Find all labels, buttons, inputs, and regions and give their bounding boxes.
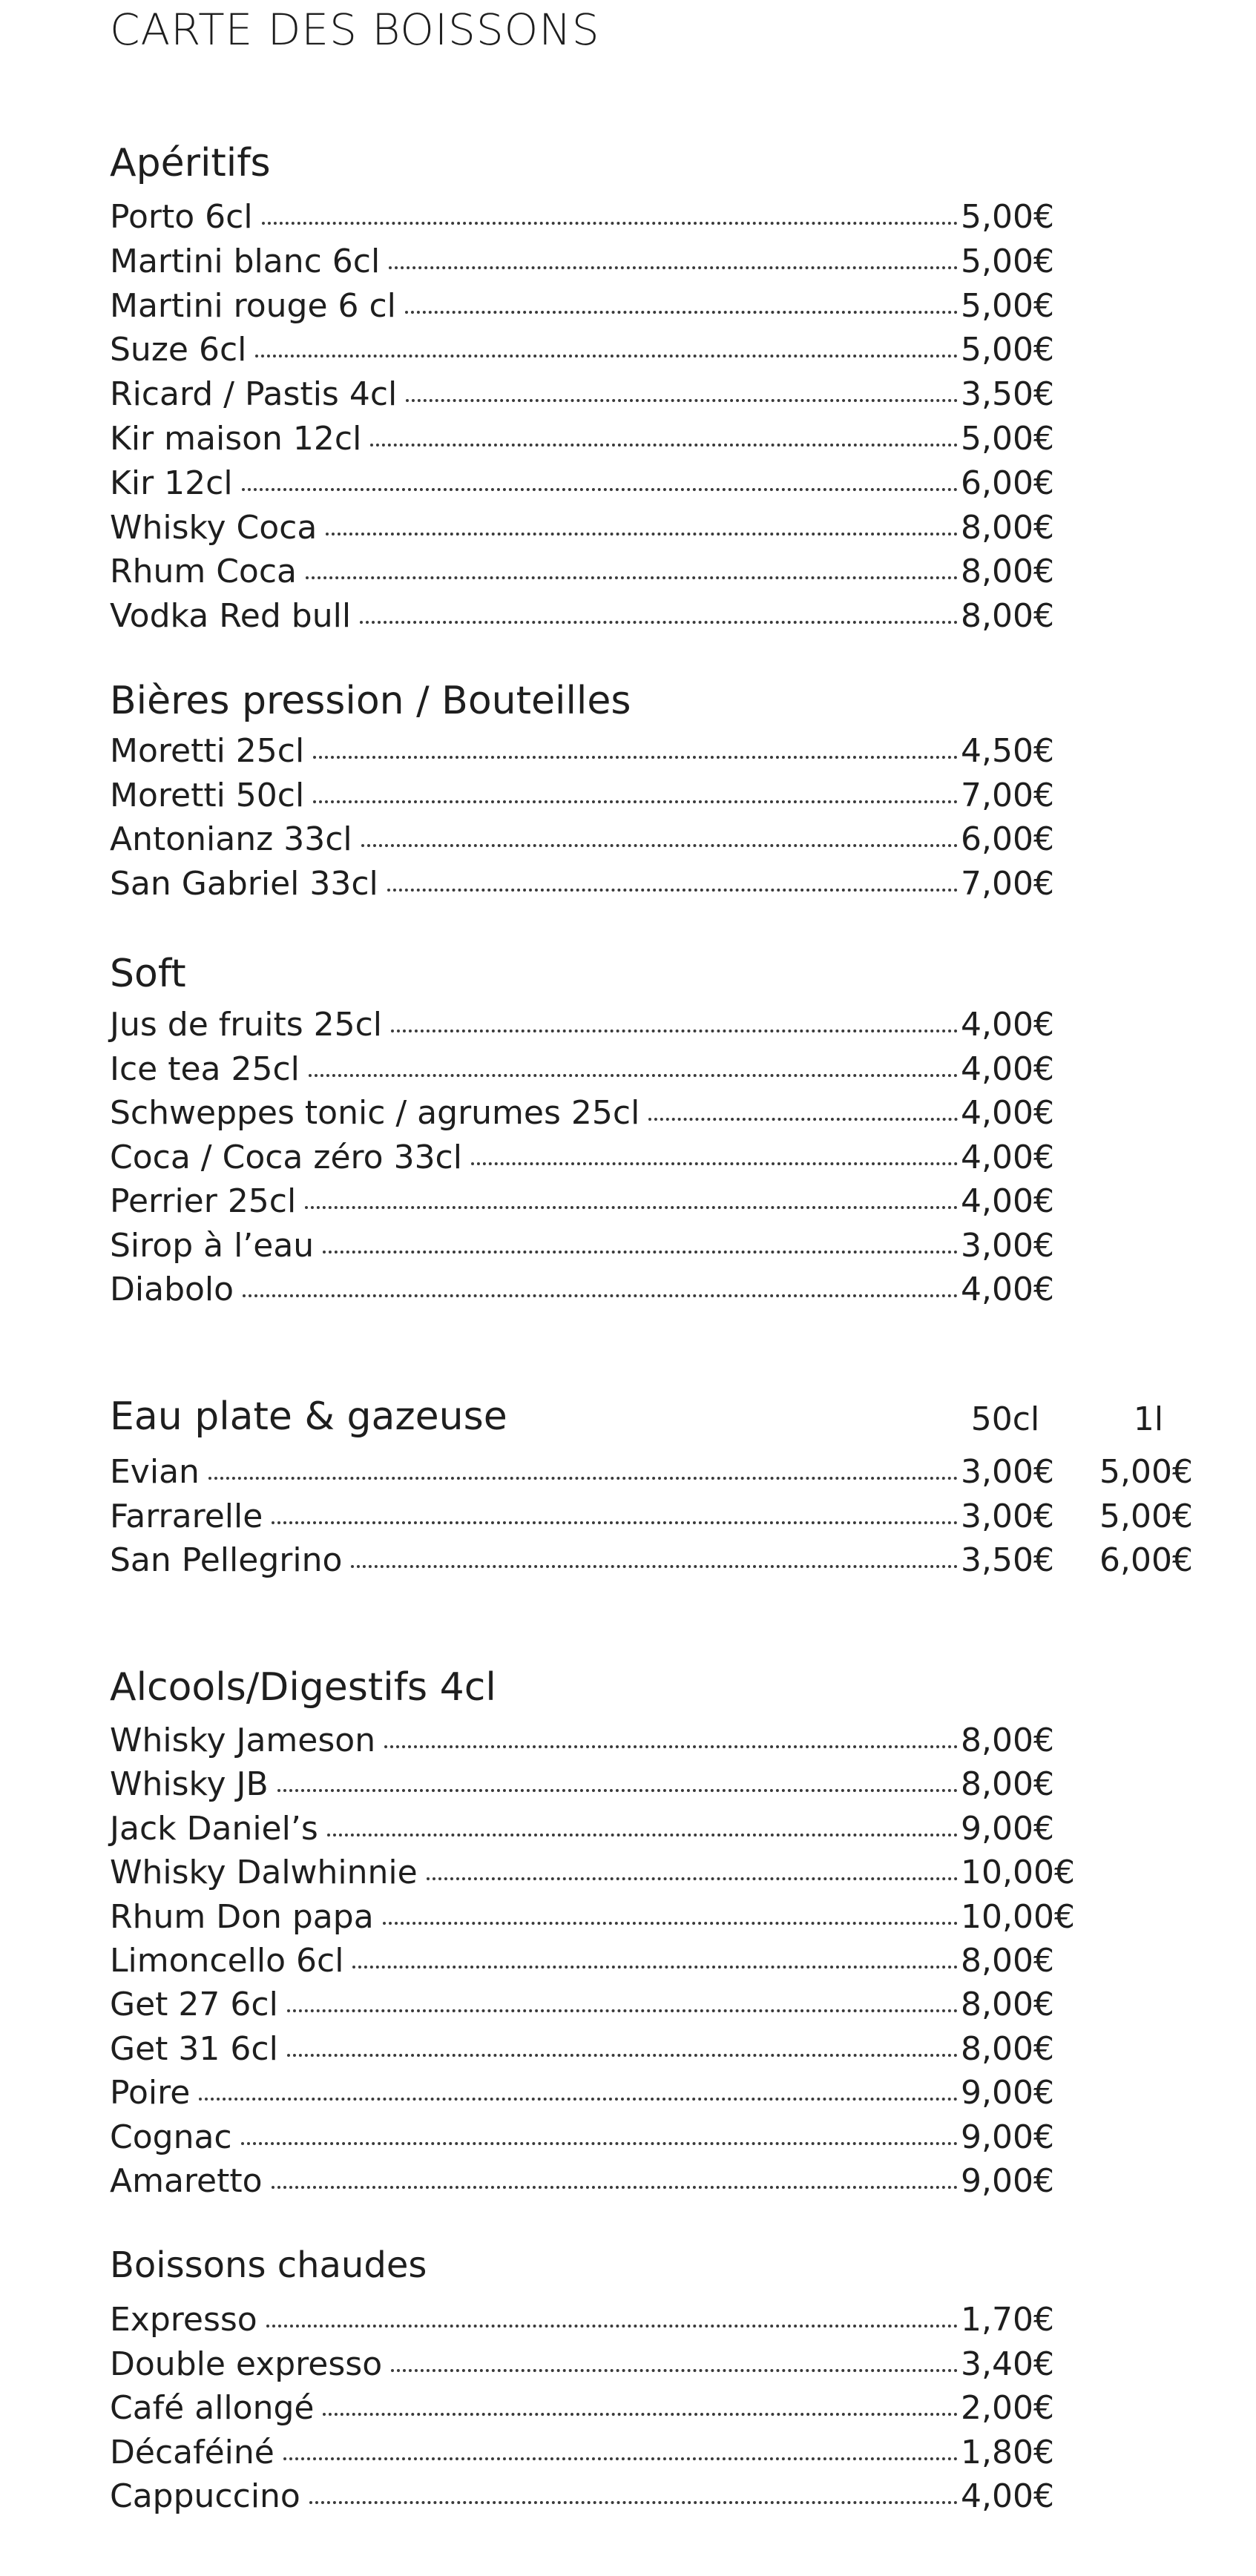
item-name: Moretti 25cl xyxy=(110,732,305,770)
item-name: Poire xyxy=(110,2074,191,2112)
item-name: Evian xyxy=(110,1453,200,1491)
column-header-2: 1l xyxy=(1133,1400,1164,1438)
dotted-leader xyxy=(352,1966,958,1969)
menu-item-row xyxy=(110,1762,958,1807)
item-name: Rhum Don papa xyxy=(110,1897,374,1936)
item-price: 8,00€ xyxy=(961,508,1054,547)
item-price-1l: 5,00€ xyxy=(1099,1497,1193,1535)
item-name: Double expresso xyxy=(110,2345,383,2383)
item-price: 4,00€ xyxy=(961,2477,1054,2516)
item-name: Vodka Red bull xyxy=(110,597,352,636)
item-price: 9,00€ xyxy=(961,2162,1054,2200)
dotted-leader xyxy=(406,399,958,402)
dotted-leader xyxy=(241,2142,958,2145)
dotted-leader xyxy=(427,1877,958,1880)
item-price: 5,00€ xyxy=(961,331,1054,369)
dotted-leader xyxy=(242,488,958,491)
item-name: Suze 6cl xyxy=(110,331,247,369)
item-name: Diabolo xyxy=(110,1271,234,1308)
dotted-leader xyxy=(384,1745,958,1748)
item-price: 1,70€ xyxy=(961,2301,1054,2339)
menu-item-row xyxy=(110,1450,958,1495)
item-name: Get 31 6cl xyxy=(110,2029,278,2068)
item-name: Farrarelle xyxy=(110,1497,263,1535)
item-price: 4,00€ xyxy=(961,1138,1054,1176)
menu-item-row xyxy=(110,2159,958,2204)
item-name: San Pellegrino xyxy=(110,1541,343,1579)
item-name: Porto 6cl xyxy=(110,198,253,236)
dotted-leader xyxy=(272,1521,958,1524)
menu-item-row xyxy=(110,1983,958,2027)
dotted-leader xyxy=(243,1294,958,1297)
item-name: Café allongé xyxy=(110,2389,315,2428)
item-price: 8,00€ xyxy=(961,1942,1054,1980)
item-price: 4,50€ xyxy=(961,732,1054,770)
item-price: 8,00€ xyxy=(961,1765,1054,1804)
menu-item-row xyxy=(110,195,958,240)
item-name: Ricard / Pastis 4cl xyxy=(110,375,398,414)
menu-item-row xyxy=(110,328,958,372)
menu-item-row xyxy=(110,774,958,818)
menu-item-row xyxy=(110,506,958,550)
section-heading-soft: Soft xyxy=(110,952,186,996)
menu-item-row xyxy=(110,862,958,906)
item-name: Cappuccino xyxy=(110,2477,300,2516)
item-price-1l: 6,00€ xyxy=(1099,1541,1193,1579)
item-name: Amaretto xyxy=(110,2162,263,2200)
dotted-leader xyxy=(323,2413,958,2416)
dotted-leader xyxy=(387,889,958,892)
item-price: 4,00€ xyxy=(961,1182,1054,1220)
column-header-1: 50cl xyxy=(970,1400,1040,1438)
item-price: 8,00€ xyxy=(961,1722,1054,1759)
dotted-leader xyxy=(370,444,958,447)
item-price: 5,00€ xyxy=(961,420,1054,458)
item-price: 4,00€ xyxy=(961,1006,1054,1044)
item-price: 9,00€ xyxy=(961,2118,1054,2156)
item-name: Martini rouge 6 cl xyxy=(110,286,396,325)
item-name: Ice tea 25cl xyxy=(110,1050,300,1088)
item-price: 3,00€ xyxy=(961,1226,1054,1265)
dotted-leader xyxy=(360,621,958,624)
item-name: Expresso xyxy=(110,2301,257,2339)
item-name: Rhum Coca xyxy=(110,553,297,591)
menu-item-row xyxy=(110,1807,958,1851)
dotted-leader xyxy=(326,533,958,536)
dotted-leader xyxy=(391,1030,958,1032)
item-name: Whisky JB xyxy=(110,1765,269,1804)
dotted-leader xyxy=(389,266,958,269)
item-price: 3,50€ xyxy=(961,1541,1054,1579)
menu-title: CARTE DES BOISSONS xyxy=(110,4,600,55)
dotted-leader xyxy=(208,1477,958,1480)
menu-item-row xyxy=(110,2298,958,2342)
dotted-leader xyxy=(361,844,958,847)
item-price: 3,40€ xyxy=(961,2345,1054,2383)
menu-item-row xyxy=(110,372,958,417)
item-name: Kir 12cl xyxy=(110,464,233,502)
menu-item-row xyxy=(110,1003,958,1047)
menu-item-row xyxy=(110,240,958,284)
dotted-leader xyxy=(199,2098,958,2101)
dotted-leader xyxy=(351,1565,958,1568)
dotted-leader xyxy=(391,2369,958,2372)
item-name: Whisky Coca xyxy=(110,508,318,547)
item-price: 4,00€ xyxy=(961,1271,1054,1308)
menu-item-row xyxy=(110,1538,958,1583)
menu-item-row xyxy=(110,1091,958,1136)
dotted-leader xyxy=(272,2186,958,2189)
menu-item-row xyxy=(110,417,958,461)
dotted-leader xyxy=(287,2054,958,2057)
item-name: Perrier 25cl xyxy=(110,1182,297,1220)
menu-item-row xyxy=(110,817,958,862)
item-name: Sirop à l’eau xyxy=(110,1226,315,1265)
item-price: 7,00€ xyxy=(961,776,1054,814)
dotted-leader xyxy=(305,1206,958,1209)
item-name: Jack Daniel’s xyxy=(110,1809,318,1848)
menu-item-row xyxy=(110,1939,958,1983)
dotted-leader xyxy=(471,1162,958,1165)
menu-item-row xyxy=(110,461,958,506)
item-name: Martini blanc 6cl xyxy=(110,242,381,280)
dotted-leader xyxy=(383,1922,958,1925)
item-price: 10,00€ xyxy=(961,1897,1075,1936)
menu-item-row xyxy=(110,284,958,329)
item-price: 8,00€ xyxy=(961,597,1054,636)
item-name: Antonianz 33cl xyxy=(110,820,352,859)
section-heading-chaudes: Boissons chaudes xyxy=(110,2244,427,2286)
dotted-leader xyxy=(287,2009,958,2012)
item-price: 8,00€ xyxy=(961,1986,1054,2024)
menu-item-row xyxy=(110,1268,958,1312)
section-heading-aperitifs: Apéritifs xyxy=(110,141,271,185)
item-name: Cognac xyxy=(110,2118,232,2156)
dotted-leader xyxy=(648,1118,958,1121)
menu-item-row xyxy=(110,2386,958,2431)
menu-item-row xyxy=(110,2071,958,2115)
dotted-leader xyxy=(309,1074,958,1077)
section-heading-alcools: Alcools/Digestifs 4cl xyxy=(110,1665,496,1710)
menu-item-row xyxy=(110,1851,958,1895)
item-name: Whisky Jameson xyxy=(110,1722,376,1759)
menu-item-row xyxy=(110,2342,958,2387)
menu-item-row xyxy=(110,1495,958,1539)
item-price: 1,80€ xyxy=(961,2433,1054,2471)
menu-item-row xyxy=(110,1895,958,1940)
section-heading-bieres: Bières pression / Bouteilles xyxy=(110,679,631,723)
item-price: 9,00€ xyxy=(961,1809,1054,1848)
item-name: San Gabriel 33cl xyxy=(110,864,378,903)
dotted-leader xyxy=(262,222,958,225)
menu-item-row xyxy=(110,1719,958,1763)
menu-item-row xyxy=(110,2474,958,2519)
dotted-leader xyxy=(313,800,958,803)
item-name: Jus de fruits 25cl xyxy=(110,1006,383,1044)
menu-item-row xyxy=(110,594,958,639)
item-name: Moretti 50cl xyxy=(110,776,305,814)
item-price: 3,50€ xyxy=(961,375,1054,414)
item-price-1l: 5,00€ xyxy=(1099,1453,1193,1491)
menu-item-row xyxy=(110,1136,958,1180)
item-price: 8,00€ xyxy=(961,553,1054,591)
dotted-leader xyxy=(266,2325,958,2328)
dotted-leader xyxy=(405,311,958,314)
section-heading-eau: Eau plate & gazeuse xyxy=(110,1394,507,1439)
item-price: 5,00€ xyxy=(961,242,1054,280)
dotted-leader xyxy=(255,355,958,358)
item-price: 9,00€ xyxy=(961,2074,1054,2112)
item-name: Schweppes tonic / agrumes 25cl xyxy=(110,1094,640,1132)
dotted-leader xyxy=(283,2457,958,2460)
item-price: 4,00€ xyxy=(961,1094,1054,1132)
item-name: Décaféiné xyxy=(110,2433,274,2471)
item-price: 8,00€ xyxy=(961,2029,1054,2068)
item-price: 5,00€ xyxy=(961,286,1054,325)
item-price: 4,00€ xyxy=(961,1050,1054,1088)
menu-item-row xyxy=(110,1224,958,1268)
item-name: Kir maison 12cl xyxy=(110,420,362,458)
item-price: 6,00€ xyxy=(961,820,1054,859)
dotted-leader xyxy=(306,576,958,579)
menu-item-row xyxy=(110,2027,958,2072)
dotted-leader xyxy=(323,1251,958,1254)
menu-item-row xyxy=(110,729,958,774)
item-price: 5,00€ xyxy=(961,198,1054,236)
item-price: 10,00€ xyxy=(961,1854,1075,1892)
item-price: 3,00€ xyxy=(961,1453,1054,1491)
item-price: 3,00€ xyxy=(961,1497,1054,1535)
item-price: 7,00€ xyxy=(961,864,1054,903)
item-name: Coca / Coca zéro 33cl xyxy=(110,1138,462,1176)
item-price: 2,00€ xyxy=(961,2389,1054,2428)
dotted-leader xyxy=(313,756,958,759)
menu-item-row xyxy=(110,2431,958,2475)
item-name: Whisky Dalwhinnie xyxy=(110,1854,418,1892)
dotted-leader xyxy=(309,2501,958,2504)
menu-item-row xyxy=(110,2115,958,2160)
item-price: 6,00€ xyxy=(961,464,1054,502)
item-name: Get 27 6cl xyxy=(110,1986,278,2024)
dotted-leader xyxy=(327,1834,958,1837)
menu-item-row xyxy=(110,550,958,594)
dotted-leader xyxy=(277,1789,958,1792)
menu-item-row xyxy=(110,1179,958,1224)
menu-item-row xyxy=(110,1047,958,1092)
item-name: Limoncello 6cl xyxy=(110,1942,344,1980)
